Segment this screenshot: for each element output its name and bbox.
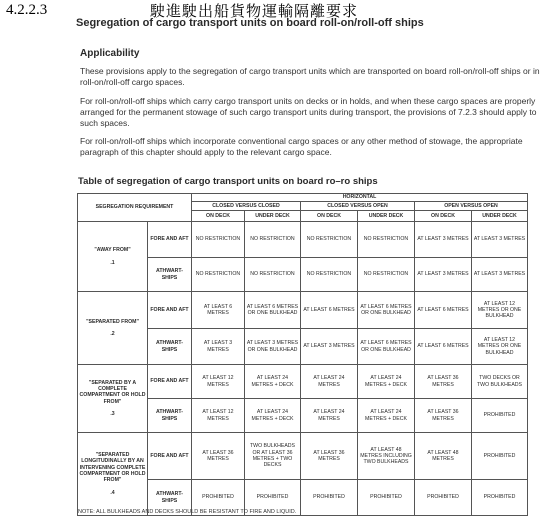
table-cell: TWO DECKS OR TWO BULKHEADS xyxy=(472,365,528,399)
table-cell: PROHIBITED xyxy=(415,480,472,516)
section-number: 4.2.2.3 xyxy=(6,2,48,18)
table-note: NOTE: ALL BULKHEADS AND DECKS SHOULD BE RESISTANT TO FIRE AND LIQUID. xyxy=(78,509,297,515)
table-cell: AT LEAST 48 METRES xyxy=(415,433,472,480)
direction-label: ATHWART-SHIPS xyxy=(148,329,192,365)
requirement-name: "AWAY FROM" xyxy=(94,247,131,254)
subheader: ON DECK xyxy=(301,211,358,222)
table-cell: NO RESTRICTION xyxy=(192,222,245,258)
table-cell: AT LEAST 24 METRES + DECK xyxy=(245,399,301,433)
requirement-number: .1 xyxy=(110,259,115,266)
table-cell: AT LEAST 6 METRES xyxy=(415,329,472,365)
table-cell: AT LEAST 12 METRES xyxy=(192,365,245,399)
table-title: Table of segregation of cargo transport units on board ro–ro ships xyxy=(78,176,378,187)
applicability-paragraph-1: These provisions apply to the segregation of cargo transport units which are transported on board roll-on/roll-off ships or in roll-on/roll-off cargo spaces. xyxy=(80,66,540,87)
table-cell: AT LEAST 12 METRES OR ONE BULKHEAD xyxy=(472,292,528,329)
table-cell: AT LEAST 3 METRES xyxy=(301,329,358,365)
table-cell: AT LEAST 3 METRES xyxy=(192,329,245,365)
subheader: UNDER DECK xyxy=(245,211,301,222)
group-header: OPEN VERSUS OPEN xyxy=(415,202,528,211)
table-cell: AT LEAST 6 METRES OR ONE BULKHEAD xyxy=(358,329,415,365)
table-cell: AT LEAST 48 METRES INCLUDING TWO BULKHEADS xyxy=(358,433,415,480)
table-cell: AT LEAST 36 METRES xyxy=(415,365,472,399)
direction-label: ATHWART-SHIPS xyxy=(148,480,192,516)
requirement-name: "SEPARATED FROM" xyxy=(86,318,139,325)
subheader: ON DECK xyxy=(415,211,472,222)
table-cell: AT LEAST 12 METRES xyxy=(192,399,245,433)
table-cell: PROHIBITED xyxy=(472,480,528,516)
table-cell: AT LEAST 36 METRES xyxy=(301,433,358,480)
table-cell: NO RESTRICTION xyxy=(301,222,358,258)
requirement-number: .4 xyxy=(110,489,115,496)
header-segregation-requirement: SEGREGATION REQUIREMENT xyxy=(78,194,192,222)
table-row xyxy=(78,292,528,329)
subheader: UNDER DECK xyxy=(358,211,415,222)
table-cell: AT LEAST 3 METRES OR ONE BULKHEAD xyxy=(245,329,301,365)
table-cell: PROHIBITED xyxy=(472,399,528,433)
table-cell: NO RESTRICTION xyxy=(245,258,301,292)
group-header: CLOSED VERSUS OPEN xyxy=(301,202,415,211)
table-cell: AT LEAST 6 METRES OR ONE BULKHEAD xyxy=(245,292,301,329)
table-cell: NO RESTRICTION xyxy=(245,222,301,258)
page-title: Segregation of cargo transport units on board roll-on/roll-off ships xyxy=(76,17,424,29)
table-cell: NO RESTRICTION xyxy=(192,258,245,292)
table-cell: AT LEAST 3 METRES xyxy=(472,222,528,258)
table-cell: PROHIBITED xyxy=(192,480,245,516)
table-cell: AT LEAST 24 METRES xyxy=(301,365,358,399)
table-cell: AT LEAST 24 METRES + DECK xyxy=(358,365,415,399)
direction-label: FORE AND AFT xyxy=(148,292,192,329)
table-row xyxy=(78,222,528,258)
requirement-cell xyxy=(78,433,148,516)
requirement-cell xyxy=(78,292,148,365)
direction-label: FORE AND AFT xyxy=(148,222,192,258)
requirement-cell xyxy=(78,365,148,433)
table-cell: AT LEAST 3 METRES xyxy=(415,222,472,258)
segregation-table xyxy=(77,193,528,516)
direction-label: FORE AND AFT xyxy=(148,433,192,480)
table-cell: AT LEAST 6 METRES xyxy=(301,292,358,329)
requirement-cell xyxy=(78,222,148,292)
direction-label: FORE AND AFT xyxy=(148,365,192,399)
table-cell: AT LEAST 3 METRES xyxy=(415,258,472,292)
applicability-heading: Applicability xyxy=(80,48,140,59)
table-cell: PROHIBITED xyxy=(358,480,415,516)
table-cell: PROHIBITED xyxy=(472,433,528,480)
table-cell: AT LEAST 6 METRES xyxy=(415,292,472,329)
subheader: UNDER DECK xyxy=(472,211,528,222)
table-cell: AT LEAST 36 METRES xyxy=(415,399,472,433)
table-cell: AT LEAST 24 METRES xyxy=(301,399,358,433)
table-cell: NO RESTRICTION xyxy=(301,258,358,292)
requirement-name: "SEPARATED LONGITUDINALLY BY AN INTERVENING COMPLETE COMPARTMENT OR HOLD FROM" xyxy=(79,452,146,484)
table-cell: NO RESTRICTION xyxy=(358,258,415,292)
requirement-name: "SEPARATED BY A COMPLETE COMPARTMENT OR HOLD FROM" xyxy=(79,379,146,405)
subheader: ON DECK xyxy=(192,211,245,222)
table-cell: AT LEAST 24 METRES + DECK xyxy=(358,399,415,433)
applicability-paragraph-3: For roll-on/roll-off ships which incorporate conventional cargo spaces or any other method of stowage, the appropriate paragraph of this chapter should apply to the relevant cargo space. xyxy=(80,136,523,157)
table-cell: AT LEAST 3 METRES xyxy=(472,258,528,292)
table-cell: AT LEAST 12 METRES OR ONE BULKHEAD xyxy=(472,329,528,365)
requirement-number: .3 xyxy=(110,410,115,417)
direction-label: ATHWART-SHIPS xyxy=(148,399,192,433)
table-cell: AT LEAST 36 METRES xyxy=(192,433,245,480)
table-cell: PROHIBITED xyxy=(301,480,358,516)
table-cell: AT LEAST 6 METRES xyxy=(192,292,245,329)
table-cell: AT LEAST 6 METRES OR ONE BULKHEAD xyxy=(358,292,415,329)
table-cell: AT LEAST 24 METRES + DECK xyxy=(245,365,301,399)
header-horizontal: HORIZONTAL xyxy=(192,194,528,202)
table-row xyxy=(78,433,528,480)
table-row xyxy=(78,365,528,399)
direction-label: ATHWART-SHIPS xyxy=(148,258,192,292)
chinese-title: 駛進駛出船貨物運輸隔離要求 xyxy=(150,2,359,20)
requirement-number: .2 xyxy=(110,331,115,337)
applicability-paragraph-2: For roll-on/roll-off ships which carry cargo transport units on decks or in holds, and when these cargo spaces are properly arranged for the permanent stowage of such cargo transport units during transport, the provisions of 7.2.3 should apply to such spaces. xyxy=(80,96,537,128)
group-header: CLOSED VERSUS CLOSED xyxy=(192,202,301,211)
table-cell: PROHIBITED xyxy=(245,480,301,516)
table-cell: NO RESTRICTION xyxy=(358,222,415,258)
table-cell: TWO BULKHEADS OR AT LEAST 36 METRES + TWO DECKS xyxy=(245,433,301,480)
